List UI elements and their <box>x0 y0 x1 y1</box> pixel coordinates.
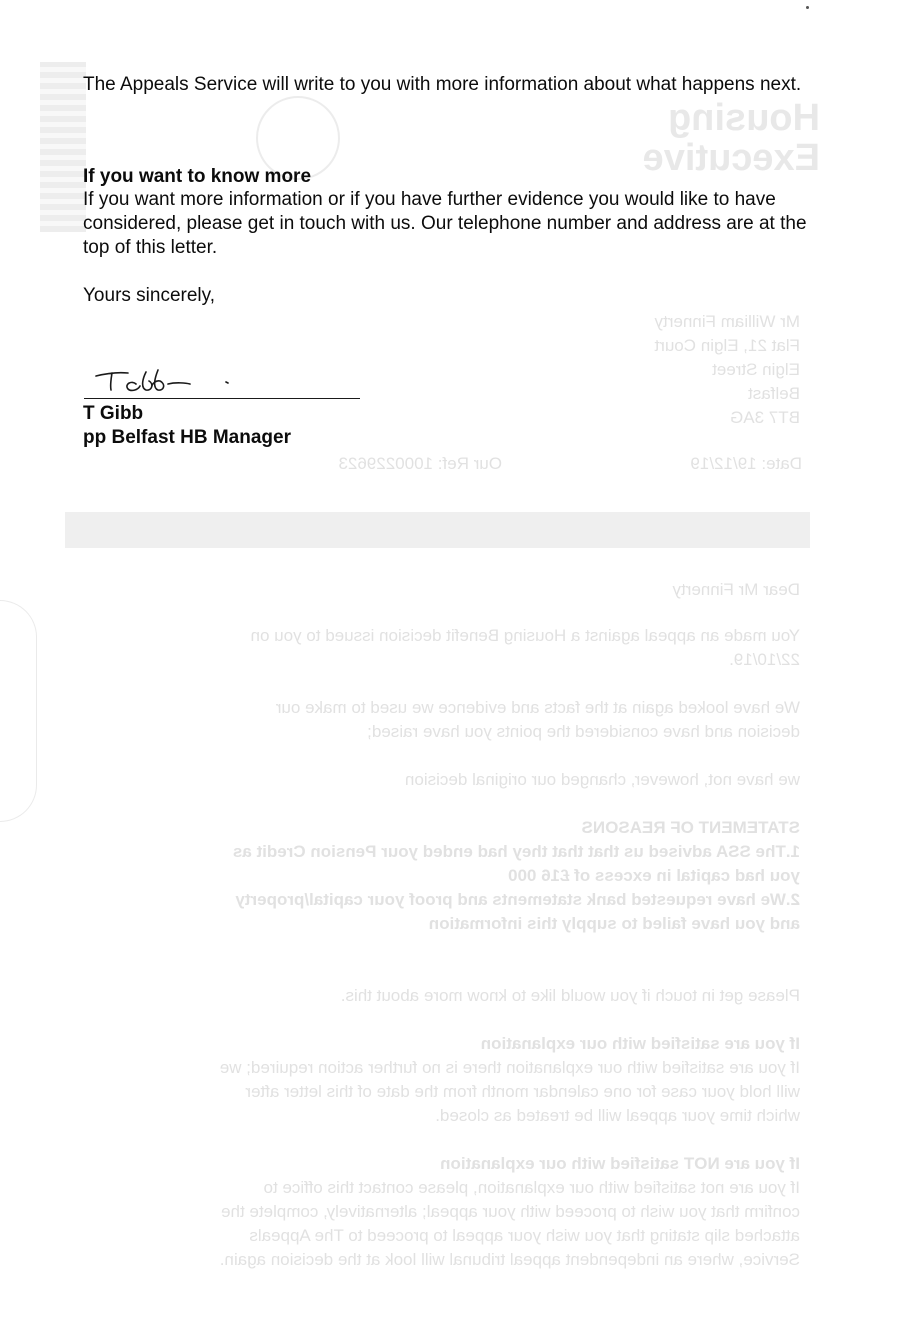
reverse-body-line: We have looked again at the facts and evidence we used to make our <box>275 698 800 717</box>
reverse-body-line: Service, where an independent appeal tribunal will look at the decision again. <box>219 1250 800 1269</box>
reverse-date: Date: 19/12/19 <box>690 454 802 473</box>
reverse-body-line: If you are NOT satisfied with our explanation <box>440 1154 800 1173</box>
reverse-body-line: confirm that you wish to proceed with your appeal; alternatively, complete the <box>221 1202 800 1221</box>
reverse-body-line: 1.The SSA advised us that that they had ended your Pension Credit as <box>232 842 800 861</box>
reverse-body-line: will hold your case for one calendar month from the date of this letter after <box>245 1082 800 1101</box>
appeals-paragraph: The Appeals Service will write to you with more information about what happens next. <box>83 74 802 95</box>
reverse-body-line: attached slip stating that you wish your appeal to proceed to The Appeals <box>249 1226 800 1245</box>
reverse-body-line: If you are satisfied with our explanation <box>480 1034 800 1053</box>
reverse-recipient-line: Flat 21, Elgin Court <box>654 336 800 355</box>
reverse-body-line: 22/10/19. <box>729 650 800 669</box>
know-more-heading: If you want to know more <box>83 166 312 187</box>
reverse-body-line: If you are not satisfied with our explanation, please contact this office to <box>263 1178 800 1197</box>
reverse-reference: Our Ref: 1000229623 <box>338 454 502 473</box>
signatory-role: pp Belfast HB Manager <box>83 427 291 448</box>
reverse-heading-band <box>65 512 810 548</box>
reverse-salutation: Dear Mr Finnerty <box>672 580 800 599</box>
reverse-recipient-line: Elgin Street <box>712 360 800 379</box>
reverse-recipient-line: Belfast <box>748 384 800 403</box>
signature-line <box>84 398 360 399</box>
scan-speck <box>806 6 809 9</box>
signatory-name: T Gibb <box>83 403 144 424</box>
housing-executive-logo-word: Executive <box>642 137 820 179</box>
reverse-body-line: we have not, however, changed our original decision <box>404 770 800 789</box>
housing-executive-logo-word: Housing <box>668 97 820 139</box>
reverse-body-line: 2.We have requested bank statements and proof your capital/property <box>235 890 800 909</box>
closing-salutation: Yours sincerely, <box>83 285 216 306</box>
reverse-body-line: decision and have considered the points you have raised; <box>367 722 800 741</box>
reverse-body-line: and you have failed to supply this information <box>428 914 800 933</box>
reverse-body-line: which time your appeal will be treated as closed. <box>435 1106 800 1125</box>
handwritten-signature <box>94 362 244 396</box>
reverse-body-line: STATEMENT OF REASONS <box>581 818 800 837</box>
know-more-paragraph: If you want more information or if you have further evidence you would like to have considered, please get in touch with us. Our telephone number and address are at the top of this letter. <box>83 189 807 258</box>
reverse-body-line: you had capital in excess of £16 000 <box>508 866 800 885</box>
reverse-barcode-icon <box>40 62 86 232</box>
reverse-body-line: Please get in touch if you would like to know more about this. <box>340 986 800 1005</box>
reverse-body-line: If you are satisfied with our explanation there is no further action required; we <box>219 1058 800 1077</box>
reverse-body-line: You made an appeal against a Housing Benefit decision issued to you on <box>250 626 800 645</box>
reverse-recipient-line: BT7 3AG <box>730 408 800 427</box>
reverse-slip-outline <box>0 600 37 822</box>
reverse-recipient-line: Mr William Finnerty <box>654 312 800 331</box>
